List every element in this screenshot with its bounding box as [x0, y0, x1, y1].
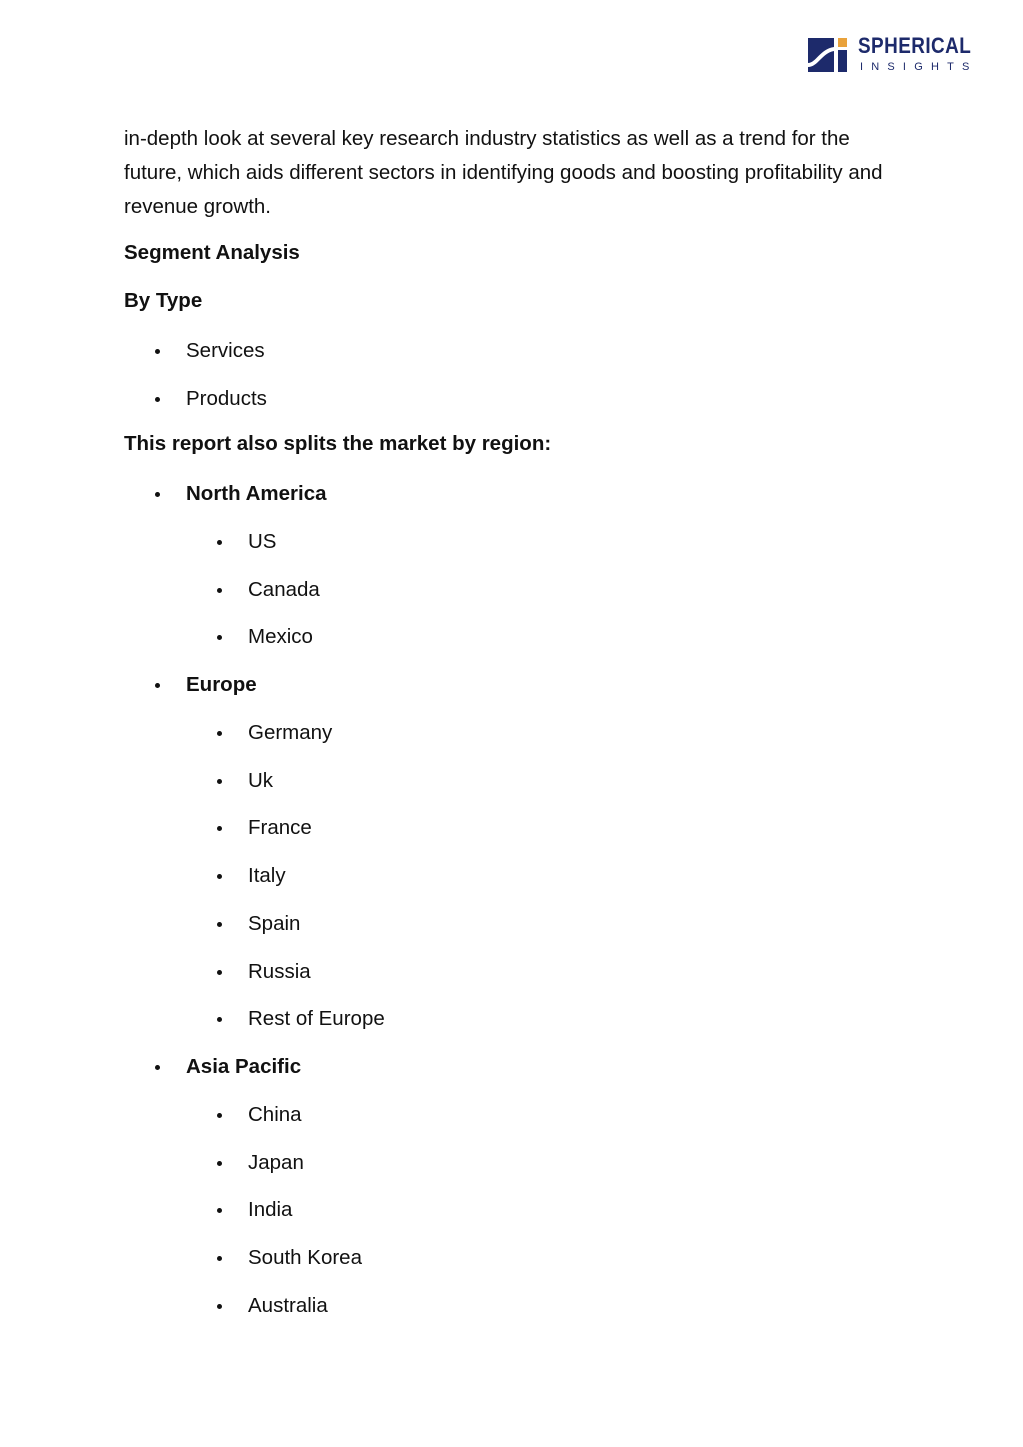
bullet-icon [217, 540, 222, 545]
country-item-label: India [248, 1198, 293, 1222]
country-item [248, 912, 300, 936]
by-type-heading: By Type [124, 289, 203, 312]
logo-tagline: INSIGHTS [860, 61, 978, 73]
bullet-icon [155, 1065, 160, 1070]
spherical-insights-logo-icon [808, 36, 852, 74]
region-item [186, 1055, 301, 1079]
country-item [248, 1151, 304, 1175]
bullet-icon [217, 970, 222, 975]
bullet-icon [155, 397, 160, 402]
country-item-label: Spain [248, 911, 301, 935]
country-item-label: Rest of Europe [248, 1007, 385, 1031]
country-item [248, 530, 276, 554]
type-item [186, 339, 265, 363]
bullet-icon [217, 874, 222, 879]
type-item [186, 387, 267, 411]
country-item [248, 769, 273, 793]
bullet-icon [155, 349, 160, 354]
country-item [248, 1103, 302, 1127]
intro-paragraph: in-depth look at several key research industry statistics as well as a trend for the future, which aids different sectors in identifying goods and boosting profitability and revenue growth. [124, 127, 883, 218]
bullet-icon [217, 1161, 222, 1166]
region-item-label: Europe [186, 673, 257, 696]
bullet-icon [217, 1113, 222, 1118]
country-item [248, 864, 286, 888]
country-item [248, 721, 332, 745]
bullet-icon [217, 779, 222, 784]
document-body [124, 124, 884, 224]
type-item-label: Services [186, 339, 265, 362]
bullet-icon [155, 492, 160, 497]
bullet-icon [217, 922, 222, 927]
bullet-icon [217, 635, 222, 640]
region-item-label: Asia Pacific [186, 1055, 302, 1078]
region-item [186, 673, 257, 697]
country-item [248, 816, 312, 840]
type-item-label: Products [186, 386, 267, 410]
country-item [248, 1198, 292, 1222]
country-item-label: China [248, 1102, 302, 1126]
region-item-label: North America [186, 482, 327, 505]
country-item [248, 960, 311, 984]
region-item [186, 482, 327, 506]
segment-analysis-heading: Segment Analysis [124, 241, 300, 264]
country-item-label: South Korea [248, 1246, 362, 1269]
bullet-icon [217, 826, 222, 831]
bullet-icon [217, 588, 222, 593]
region-heading: This report also splits the market by region: [124, 432, 552, 455]
bullet-icon [217, 1304, 222, 1309]
bullet-icon [217, 731, 222, 736]
bullet-icon [217, 1017, 222, 1022]
country-item [248, 1294, 328, 1318]
bullet-icon [155, 683, 160, 688]
country-item [248, 1007, 385, 1031]
bullet-icon [217, 1208, 222, 1213]
country-item-label: Mexico [248, 625, 313, 649]
country-item [248, 625, 313, 649]
country-item [248, 1246, 362, 1270]
country-item-label: Russia [248, 959, 311, 983]
country-item-label: Germany [248, 720, 333, 744]
country-item-label: Canada [248, 577, 320, 601]
country-item-label: Japan [248, 1150, 304, 1174]
country-item-label: France [248, 816, 312, 840]
bullet-icon [217, 1256, 222, 1261]
logo-name: SPHERICAL [858, 33, 972, 58]
country-item [248, 578, 320, 602]
country-item-label: Italy [248, 864, 286, 887]
country-item-label: Australia [248, 1293, 328, 1317]
country-item-label: US [248, 529, 277, 553]
country-item-label: Uk [248, 768, 274, 792]
company-logo [808, 33, 988, 76]
